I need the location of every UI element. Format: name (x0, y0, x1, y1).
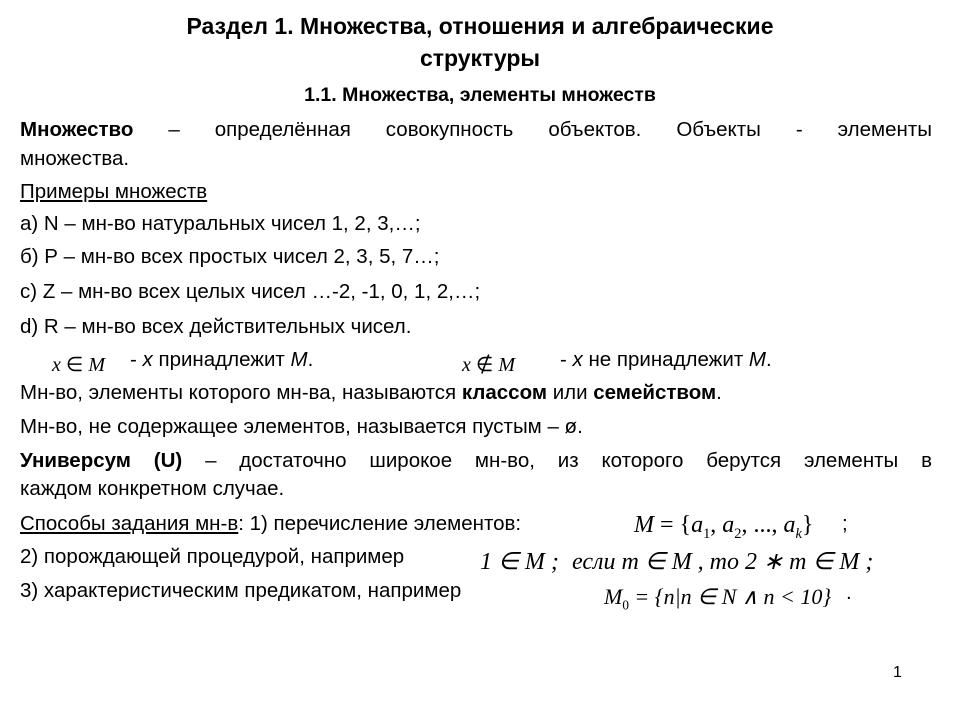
not-belongs-text: - x не принадлежит M. (560, 348, 772, 371)
example-item-integers: c) Z – мн-во всех целых чисел …-2, -1, 0, 1, 2,…; (20, 280, 481, 303)
definition-line-2: множества. (20, 147, 130, 170)
class-term: классом (461, 381, 547, 404)
class-family-line: Мн-во, элементы которого мн-ва, называются классом или семейством. (20, 381, 722, 404)
belongs-formula: x ∈ M (52, 354, 105, 376)
methods-line-1: Способы задания мн-в: 1) перечисление элементов: (20, 512, 522, 535)
examples-heading: Примеры множеств (20, 180, 208, 203)
generating-formula-step: если m ∈ M , то 2 ∗ m ∈ M ; (572, 549, 874, 575)
predicate-formula: $M_0 = \{n|n$ ∈ N ∧ n < 10} (604, 584, 832, 613)
empty-set-line: Мн-во, не содержащее элементов, называется пустым – ø. (20, 415, 583, 438)
example-item-natural: а) N – мн-во натуральных чисел 1, 2, 3,…; (20, 212, 421, 235)
universe-line-1 (20, 446, 932, 476)
slide-title-line-2: структуры (419, 45, 541, 71)
predicate-end: . (846, 581, 852, 604)
definition-term: Множество (20, 118, 134, 141)
definition-text: – определённая совокупность объектов. Объекты - элементы (133, 118, 932, 141)
universe-term: Универсум (U) (20, 449, 183, 472)
generating-formula-base: 1 ∈ M ; (480, 549, 559, 575)
belongs-text: - x принадлежит M. (130, 348, 314, 371)
enumeration-formula: $M = \{a_1$, $a_2$, ..., $a_k$} (634, 512, 814, 542)
methods-line-3: 3) характеристическим предикатом, например (20, 579, 462, 602)
example-item-reals: d) R – мн-во всех действительных чисел. (20, 315, 412, 338)
enumeration-semicolon: ; (842, 512, 848, 535)
page-number: 1 (893, 664, 902, 681)
methods-line-2: 2) порождающей процедурой, например (20, 545, 405, 568)
family-term: семейством (593, 381, 717, 404)
slide-title-line-1: Раздел 1. Множества, отношения и алгебраические (186, 13, 774, 39)
definition-line-1 (20, 115, 932, 145)
universe-line-2: каждом конкретном случае. (20, 477, 285, 500)
not-belongs-formula: x ∉ M (462, 354, 515, 376)
universe-text: – достаточно широкое мн-во, из которого берутся элементы в (182, 449, 932, 472)
methods-heading: Способы задания мн-в (20, 512, 239, 535)
section-subtitle: 1.1. Множества, элементы множеств (304, 84, 656, 106)
example-item-primes: б) Р – мн-во всех простых чисел 2, 3, 5, 7…; (20, 245, 440, 268)
